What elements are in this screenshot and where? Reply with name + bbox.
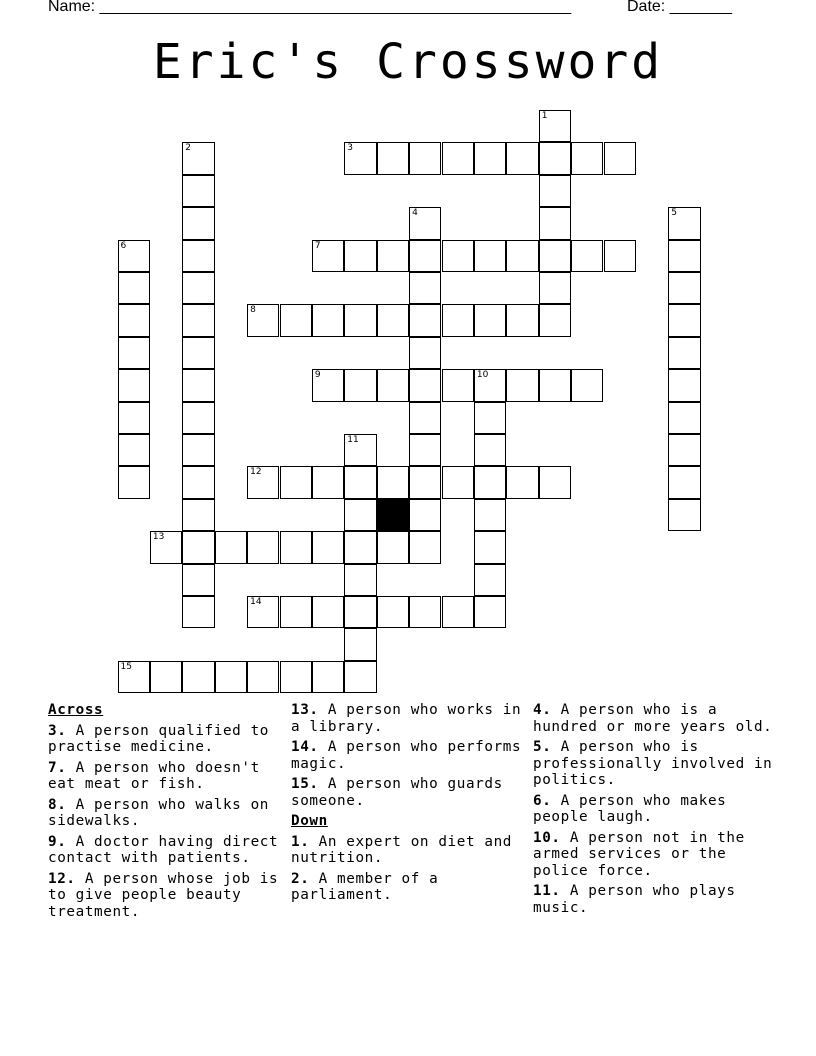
across-heading: Across	[48, 702, 104, 718]
grid-cell[interactable]	[442, 142, 474, 174]
grid-cell[interactable]	[312, 466, 344, 498]
grid-cell[interactable]	[604, 142, 636, 174]
grid-cell[interactable]	[539, 142, 571, 174]
grid-cell[interactable]	[442, 369, 474, 401]
grid-cell[interactable]	[668, 240, 700, 272]
grid-cell[interactable]	[247, 466, 279, 498]
grid-cell[interactable]	[280, 304, 312, 336]
grid-cell[interactable]	[344, 564, 376, 596]
grid-cell[interactable]	[118, 434, 150, 466]
grid-cell[interactable]	[118, 402, 150, 434]
clue-down-1: 1. An expert on diet and nutrition.	[291, 833, 522, 866]
grid-cell[interactable]	[344, 596, 376, 628]
grid-cell[interactable]	[344, 434, 376, 466]
grid-cell[interactable]	[506, 466, 538, 498]
grid-cell[interactable]	[344, 531, 376, 563]
grid-cell[interactable]	[182, 207, 214, 239]
grid-cell[interactable]	[312, 304, 344, 336]
grid-cell[interactable]	[409, 466, 441, 498]
clue-down-2: 2. A member of a parliament.	[291, 870, 448, 903]
grid-cell[interactable]	[312, 369, 344, 401]
grid-cell[interactable]	[668, 402, 700, 434]
grid-cell[interactable]	[182, 304, 214, 336]
grid-cell[interactable]	[506, 304, 538, 336]
grid-cell[interactable]	[377, 466, 409, 498]
clues-column-1	[48, 702, 288, 924]
grid-cell[interactable]	[182, 240, 214, 272]
clues-column-3	[533, 702, 782, 920]
grid-cell[interactable]	[344, 304, 376, 336]
grid-cell[interactable]	[118, 240, 150, 272]
grid-cell[interactable]	[344, 499, 376, 531]
grid-cell[interactable]	[182, 661, 214, 693]
grid-cell[interactable]	[409, 596, 441, 628]
grid-cell[interactable]	[409, 337, 441, 369]
clue-number-label: 2	[185, 143, 192, 154]
clue-across-8: 8. A person who walks on sidewalks.	[48, 796, 279, 829]
clue-across-13: 13. A person who works in a library.	[291, 702, 531, 735]
grid-cell[interactable]	[442, 304, 474, 336]
grid-cell[interactable]	[474, 240, 506, 272]
grid-cell[interactable]	[118, 272, 150, 304]
grid-cell[interactable]	[344, 661, 376, 693]
grid-cell[interactable]	[442, 596, 474, 628]
clue-across-15: 15. A person who guards someone.	[291, 776, 513, 809]
grid-cell[interactable]	[474, 434, 506, 466]
grid-cell[interactable]	[409, 272, 441, 304]
grid-cell[interactable]	[377, 369, 409, 401]
clue-number-label: 3	[347, 143, 354, 154]
clue-number-label: 7	[314, 240, 321, 251]
grid-cell[interactable]	[409, 531, 441, 563]
grid-cell[interactable]	[539, 466, 571, 498]
grid-cell[interactable]	[442, 240, 474, 272]
clue-across-3: 3. A person qualified to practise medicine.	[48, 722, 279, 755]
grid-cell[interactable]	[539, 304, 571, 336]
grid-cell[interactable]	[474, 531, 506, 563]
grid-cell[interactable]	[182, 272, 214, 304]
grid-cell[interactable]	[604, 240, 636, 272]
grid-cell[interactable]	[409, 304, 441, 336]
grid-cell[interactable]	[377, 240, 409, 272]
grid-cell[interactable]	[247, 596, 279, 628]
clue-number-label: 14	[250, 597, 262, 607]
grid-cell[interactable]	[280, 531, 312, 563]
grid-cell[interactable]	[118, 304, 150, 336]
grid-cell[interactable]	[312, 661, 344, 693]
grid-cell[interactable]	[247, 661, 279, 693]
grid-cell[interactable]	[312, 596, 344, 628]
clue-number-label: 1	[541, 111, 548, 121]
page-title: Eric's Crossword	[152, 34, 664, 90]
grid-cell[interactable]	[539, 369, 571, 401]
grid-cell[interactable]	[312, 240, 344, 272]
grid-cell[interactable]	[668, 499, 700, 531]
grid-cell[interactable]	[280, 596, 312, 628]
grid-cell[interactable]	[668, 304, 700, 336]
grid-cell[interactable]	[668, 337, 700, 369]
grid-cell[interactable]	[409, 369, 441, 401]
grid-cell[interactable]	[377, 596, 409, 628]
grid-cell[interactable]	[409, 499, 441, 531]
grid-cell[interactable]	[312, 531, 344, 563]
clue-down-5: 5. A person who is professionally involved in politics.	[533, 739, 782, 788]
grid-cell[interactable]	[215, 661, 247, 693]
grid-cell[interactable]	[474, 369, 506, 401]
grid-cell[interactable]	[182, 337, 214, 369]
grid-cell[interactable]	[668, 434, 700, 466]
grid-cell[interactable]	[182, 499, 214, 531]
clue-across-7: 7. A person who doesn't eat meat or fish.	[48, 759, 270, 792]
grid-cell[interactable]	[539, 175, 571, 207]
grid-cell[interactable]	[474, 564, 506, 596]
grid-cell[interactable]	[409, 402, 441, 434]
clue-number-label: 10	[476, 370, 489, 381]
grid-cell[interactable]	[118, 369, 150, 401]
clue-number-label: 8	[250, 305, 256, 316]
grid-cell[interactable]	[344, 142, 376, 174]
grid-cell[interactable]	[182, 142, 214, 174]
clue-down-10: 10. A person not in the armed services or the police force.	[533, 829, 755, 879]
grid-cell[interactable]	[344, 369, 376, 401]
grid-cell[interactable]	[377, 142, 409, 174]
grid-cell[interactable]	[474, 142, 506, 174]
grid-cell[interactable]	[539, 207, 571, 239]
grid-cell[interactable]	[182, 434, 214, 466]
grid-cell[interactable]	[182, 369, 214, 401]
name-field-label: Name: _____________________________________________________	[48, 0, 572, 15]
grid-cell[interactable]	[474, 466, 506, 498]
black-grid-cell	[377, 499, 409, 531]
clue-down-11: 11. A person who plays music.	[533, 883, 745, 916]
grid-cell[interactable]	[118, 466, 150, 498]
grid-cell[interactable]	[571, 142, 603, 174]
clue-number-label: 9	[314, 370, 321, 381]
grid-cell[interactable]	[571, 369, 603, 401]
clue-down-4: 4. A person who is a hundred or more years old.	[533, 702, 773, 735]
grid-cell[interactable]	[409, 207, 441, 239]
grid-cell[interactable]	[668, 466, 700, 498]
grid-cell[interactable]	[182, 564, 214, 596]
clue-number-label: 13	[152, 532, 165, 543]
grid-cell[interactable]	[506, 240, 538, 272]
grid-cell[interactable]	[668, 207, 700, 239]
grid-cell[interactable]	[474, 499, 506, 531]
grid-cell[interactable]	[474, 596, 506, 628]
grid-cell[interactable]	[571, 240, 603, 272]
grid-cell[interactable]	[182, 596, 214, 628]
clue-across-9: 9. A doctor having direct contact with patients.	[48, 833, 288, 866]
grid-cell[interactable]	[182, 466, 214, 498]
grid-cell[interactable]	[474, 304, 506, 336]
grid-cell[interactable]	[377, 304, 409, 336]
grid-cell[interactable]	[377, 531, 409, 563]
grid-cell[interactable]	[150, 531, 182, 563]
grid-cell[interactable]	[409, 434, 441, 466]
grid-cell[interactable]	[182, 175, 214, 207]
clue-number-label: 5	[671, 208, 678, 219]
grid-cell[interactable]	[182, 531, 214, 563]
grid-cell[interactable]	[150, 661, 182, 693]
grid-cell[interactable]	[182, 402, 214, 434]
grid-cell[interactable]	[344, 466, 376, 498]
down-heading: Down	[291, 813, 328, 829]
clue-across-14: 14. A person who performs magic.	[291, 739, 531, 772]
clue-number-label: 4	[412, 208, 418, 219]
grid-cell[interactable]	[118, 661, 150, 693]
grid-cell[interactable]	[280, 466, 312, 498]
clue-number-label: 6	[120, 240, 127, 251]
grid-cell[interactable]	[215, 531, 247, 563]
clue-number-label: 15	[120, 661, 132, 672]
clue-across-12: 12. A person whose job is to give people beauty treatment.	[48, 870, 288, 920]
grid-cell[interactable]	[280, 661, 312, 693]
grid-cell[interactable]	[344, 628, 376, 660]
grid-cell[interactable]	[118, 337, 150, 369]
clue-down-6: 6. A person who makes people laugh.	[533, 792, 736, 825]
grid-cell[interactable]	[442, 466, 474, 498]
grid-cell[interactable]	[247, 531, 279, 563]
grid-cell[interactable]	[668, 272, 700, 304]
grid-cell[interactable]	[344, 240, 376, 272]
grid-cell[interactable]	[539, 110, 571, 142]
grid-cell[interactable]	[409, 240, 441, 272]
grid-cell[interactable]	[247, 304, 279, 336]
date-field-label: Date: _______	[627, 0, 732, 15]
grid-cell[interactable]	[668, 369, 700, 401]
grid-cell[interactable]	[506, 369, 538, 401]
grid-cell[interactable]	[409, 142, 441, 174]
grid-cell[interactable]	[539, 240, 571, 272]
grid-cell[interactable]	[506, 142, 538, 174]
clue-number-label: 12	[250, 467, 262, 478]
clues-column-2	[291, 702, 531, 908]
grid-cell[interactable]	[539, 272, 571, 304]
grid-cell[interactable]	[474, 402, 506, 434]
clue-number-label: 11	[347, 435, 359, 445]
